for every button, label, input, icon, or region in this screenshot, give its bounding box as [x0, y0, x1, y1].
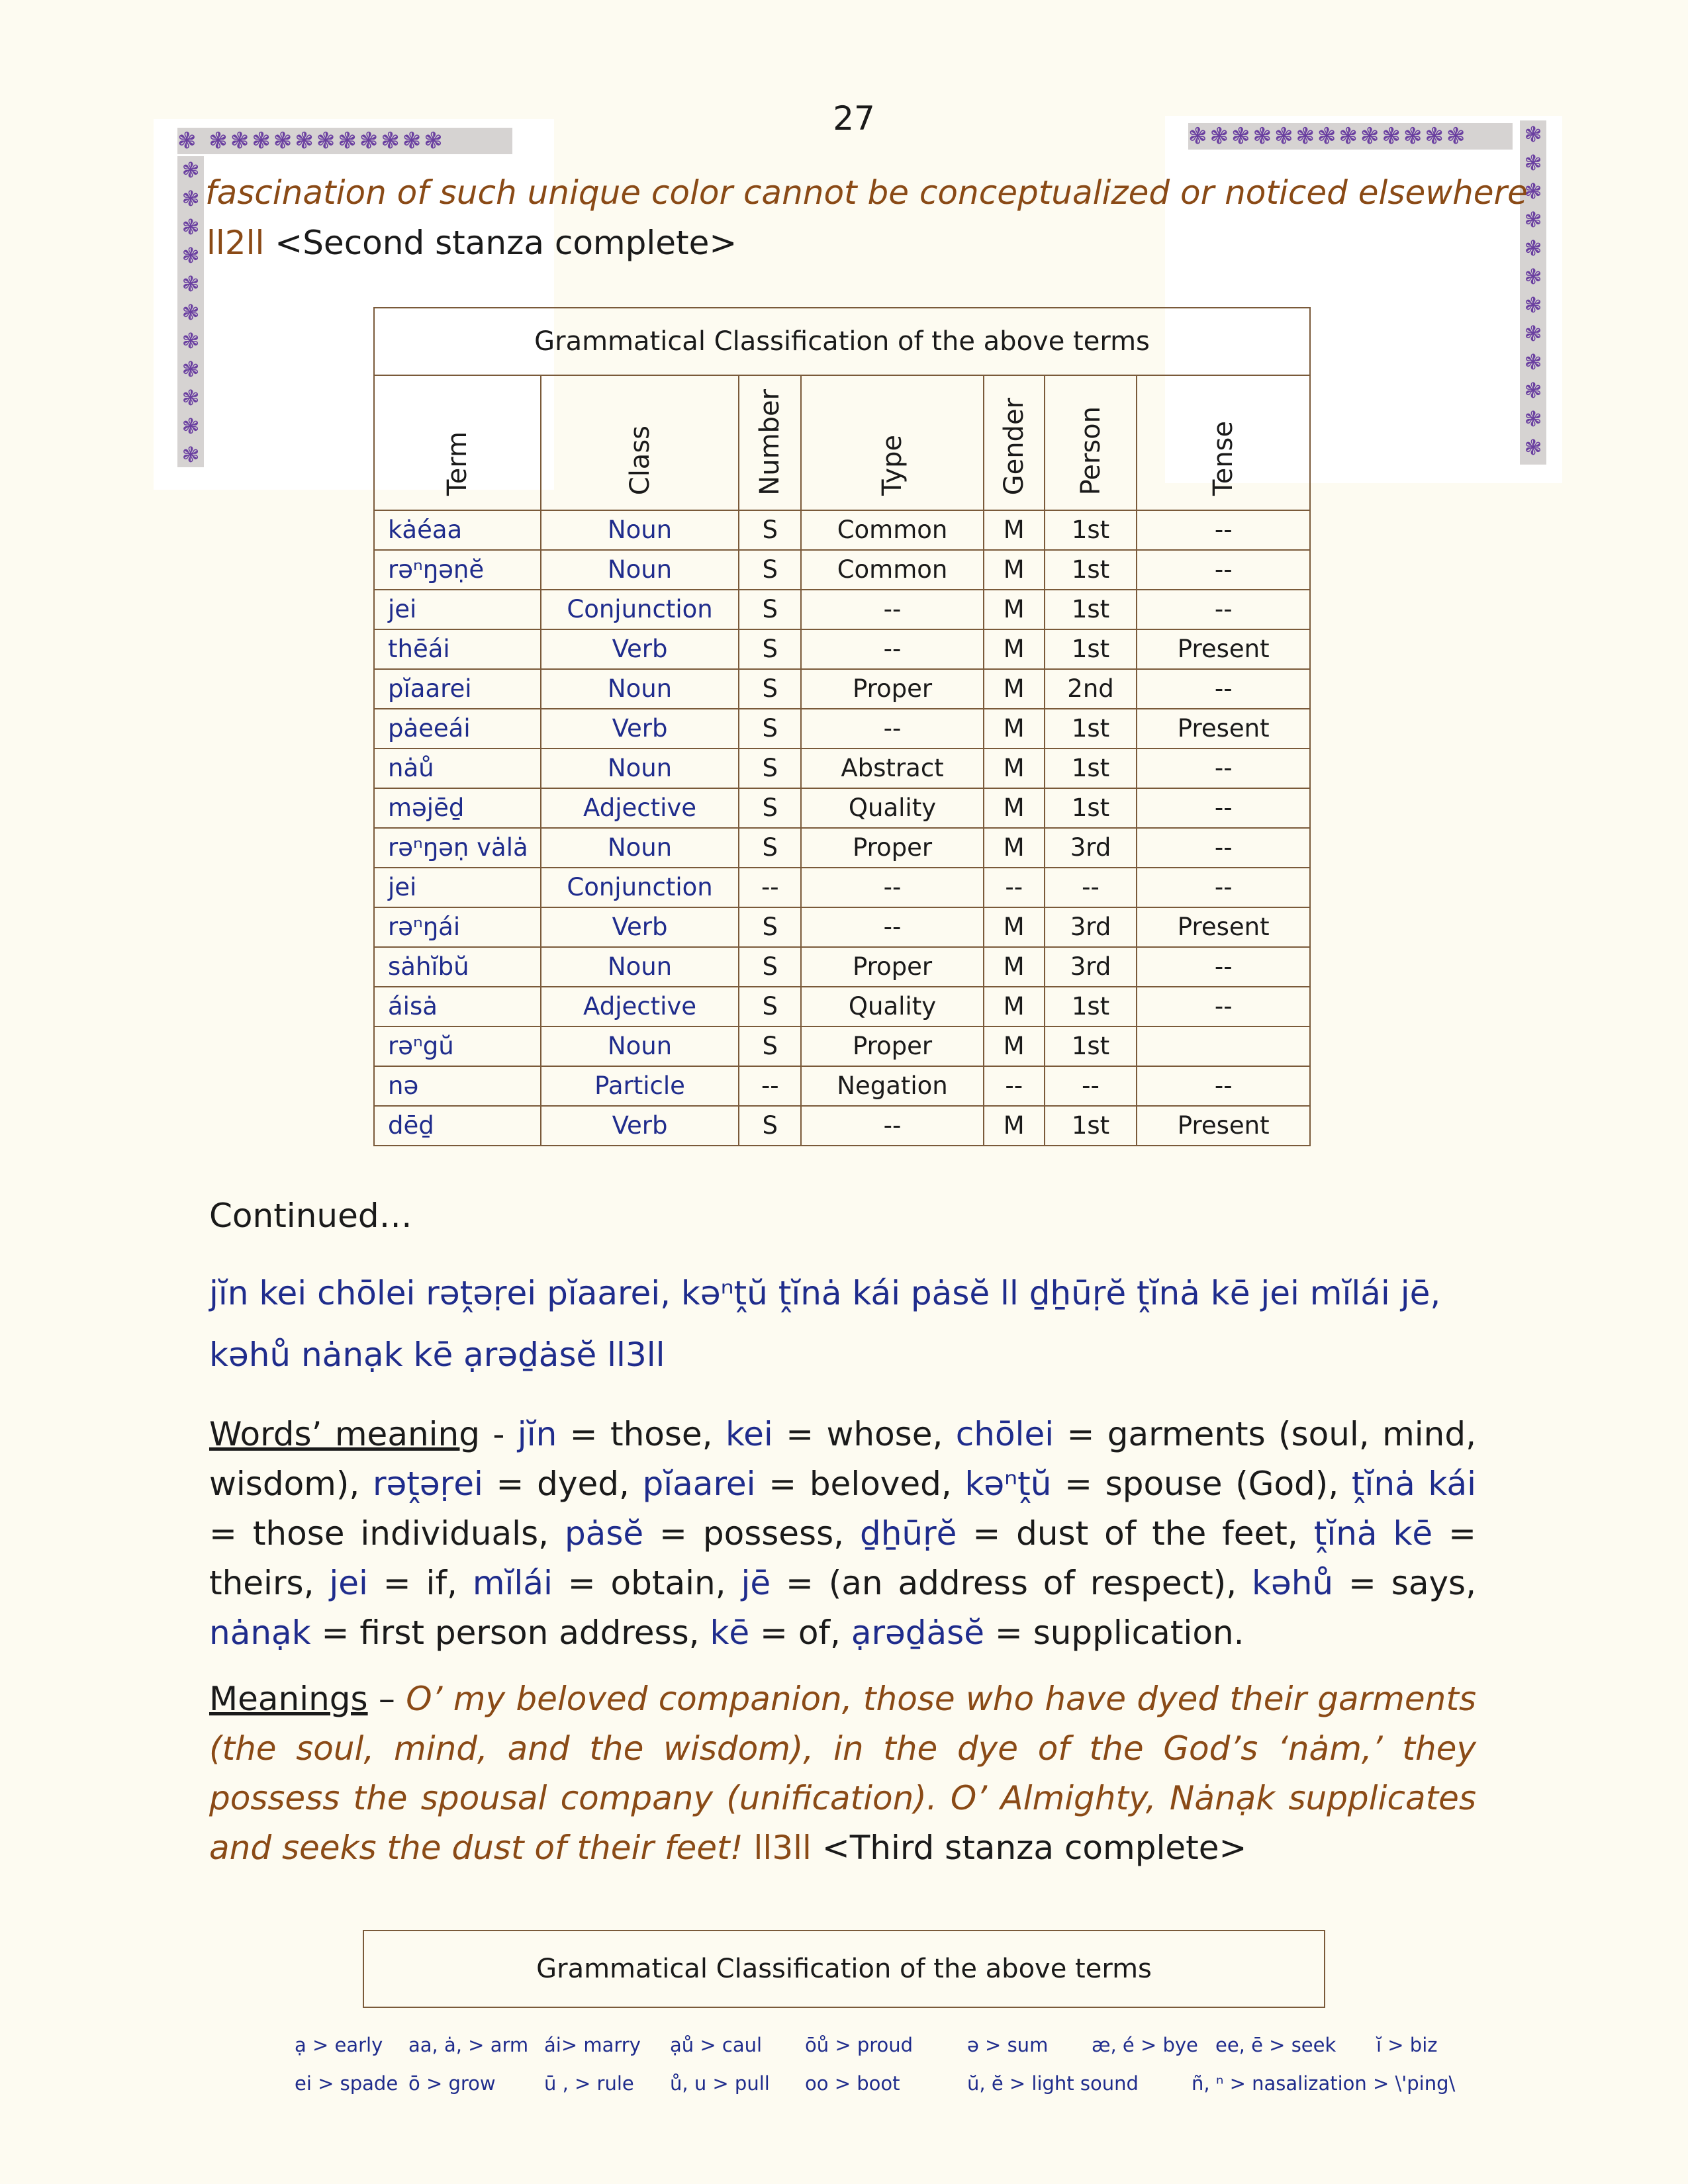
table-row	[374, 590, 1310, 629]
stanza-note: <Second stanza complete>	[275, 224, 737, 262]
table-cell: jei	[374, 590, 541, 629]
table-cell: Quality	[801, 987, 984, 1026]
header-gender: Gender	[984, 375, 1045, 510]
table-cell: --	[801, 709, 984, 749]
table-cell: Noun	[541, 1026, 739, 1066]
meanings-paragraph	[209, 1674, 1476, 1873]
table-cell: 1st	[1045, 590, 1137, 629]
pronunciation-key-item: ạů > caul	[670, 2034, 763, 2056]
table-cell: rəⁿŋəṇ vȧlȧ	[374, 828, 541, 868]
gloss-term: jĭn	[517, 1415, 557, 1453]
gloss-definition: if	[426, 1564, 447, 1602]
table-cell: Noun	[541, 669, 739, 709]
flower-row-left: ❃ ❃❃❃❃❃❃❃❃❃❃❃	[177, 128, 445, 154]
verse-line-1: jĭn kei chōlei rəṱəṛei pĭaarei, kəⁿṱŭ ṱĭnȧ kái pȧsĕ ll ḏẖūṛĕ ṱĭnȧ kē jei mĭlái jē,	[209, 1274, 1441, 1312]
table-cell: 1st	[1045, 510, 1137, 550]
table-cell: S	[739, 510, 801, 550]
gloss-term: ṱĭnȧ kē	[1313, 1514, 1433, 1553]
table-row	[374, 828, 1310, 868]
gloss-term: pȧsĕ	[564, 1514, 644, 1553]
table-cell: 1st	[1045, 788, 1137, 828]
gloss-term: rəṱəṛei	[372, 1465, 483, 1503]
table-cell: Proper	[801, 828, 984, 868]
table-row	[374, 510, 1310, 550]
gloss-term: pĭaarei	[642, 1465, 756, 1503]
table-cell: Noun	[541, 749, 739, 788]
table-cell: pĭaarei	[374, 669, 541, 709]
table-cell: --	[1045, 1066, 1137, 1106]
table-cell: --	[1137, 749, 1310, 788]
gloss-term: ạrəḏȧsĕ	[851, 1614, 984, 1652]
header-tense: Tense	[1137, 375, 1310, 510]
grammar-table-caption: Grammatical Classification of the above terms	[374, 308, 1310, 375]
table-cell: 1st	[1045, 1106, 1137, 1146]
gloss-definition: possess	[702, 1514, 834, 1553]
table-cell: M	[984, 1026, 1045, 1066]
pronunciation-key-item: ạ > early	[295, 2034, 383, 2056]
table-row	[374, 907, 1310, 947]
pronunciation-key-item: ee, ē > seek	[1215, 2034, 1336, 2056]
meanings-stanza-note: <Third stanza complete>	[821, 1829, 1247, 1867]
table-cell: 3rd	[1045, 947, 1137, 987]
verse-line-2	[209, 1336, 1480, 1374]
pronunciation-key-item: ñ, ⁿ > nasalization > \'ping\	[1192, 2072, 1456, 2095]
gloss-term: ḏẖūṛĕ	[859, 1514, 957, 1553]
header-class: Class	[541, 375, 739, 510]
table-cell: S	[739, 1026, 801, 1066]
right-floral-border-top	[1188, 123, 1513, 150]
gloss-definition: those individuals	[252, 1514, 539, 1553]
flower-row-right: ❃❃❃❃❃❃❃❃❃❃❃❃❃	[1188, 123, 1468, 150]
table-cell: S	[739, 828, 801, 868]
table-cell: S	[739, 629, 801, 669]
gloss-definition: (an address of respect)	[828, 1564, 1227, 1602]
table-cell: 2nd	[1045, 669, 1137, 709]
pronunciation-key-item: ái> marry	[544, 2034, 641, 2056]
gloss-term: kē	[710, 1614, 750, 1652]
table-cell: rəⁿŋái	[374, 907, 541, 947]
table-cell: M	[984, 987, 1045, 1026]
table-cell: --	[739, 868, 801, 907]
gloss-definition: spouse (God)	[1105, 1465, 1329, 1503]
verse-stanza-marker: ll3ll	[607, 1336, 665, 1374]
header-number: Number	[739, 375, 801, 510]
table-cell: M	[984, 669, 1045, 709]
meanings-stanza-marker: ll3ll	[753, 1829, 812, 1867]
table-cell: S	[739, 669, 801, 709]
verse-line-2-text: kəhů nȧnạk kē ạrəḏȧsĕ	[209, 1336, 608, 1374]
table-cell: M	[984, 947, 1045, 987]
grammar-table-body	[374, 510, 1310, 1146]
pronunciation-key-item: oo > boot	[805, 2072, 900, 2095]
gloss-definition: those	[610, 1415, 702, 1453]
table-cell: 1st	[1045, 1026, 1137, 1066]
table-cell: thēái	[374, 629, 541, 669]
grammar-table-2-caption: Grammatical Classification of the above terms	[363, 1930, 1325, 2008]
table-cell: S	[739, 1106, 801, 1146]
table-cell: Particle	[541, 1066, 739, 1106]
table-cell: Verb	[541, 709, 739, 749]
table-cell: M	[984, 629, 1045, 669]
table-cell: Adjective	[541, 987, 739, 1026]
stanza-marker: ll2ll	[207, 224, 265, 262]
table-row	[374, 1026, 1310, 1066]
table-cell: S	[739, 788, 801, 828]
gloss-term: nȧnạk	[209, 1614, 311, 1652]
table-cell: pȧeeái	[374, 709, 541, 749]
table-cell: --	[1137, 788, 1310, 828]
pronunciation-key-item: ō > grow	[408, 2072, 496, 2095]
pronunciation-key-item: ei > spade	[295, 2072, 399, 2095]
words-meaning-pairs: jĭn = those, kei = whose, chōlei = garments (soul, mind, wisdom), rəṱəṛei = dyed, pĭaarei = beloved, kəⁿṱŭ = spouse (God), ṱĭnȧ kái = those individuals, pȧsĕ = possess, ḏẖūṛĕ = dust of the feet, ṱĭnȧ kē = theirs, jei = if, mĭlái = obtain, jē = (an address of respect), kəhů = says, nȧnạk = first person address, kē = of, ạrəḏȧsĕ = supplication	[209, 1415, 1477, 1652]
gloss-term: ṱĭnȧ kái	[1351, 1465, 1476, 1503]
table-cell	[1137, 1026, 1310, 1066]
header-person: Person	[1045, 375, 1137, 510]
left-floral-border-side: ❃ ❃ ❃ ❃ ❃ ❃ ❃ ❃ ❃ ❃ ❃	[177, 156, 204, 467]
table-cell: Present	[1137, 907, 1310, 947]
table-cell: --	[1137, 828, 1310, 868]
table-cell: rəⁿŋəṇĕ	[374, 550, 541, 590]
pronunciation-key-item: ŭ, ĕ > light sound	[967, 2072, 1139, 2095]
table-cell: --	[1137, 550, 1310, 590]
table-cell: 1st	[1045, 629, 1137, 669]
table-cell: nȧů	[374, 749, 541, 788]
table-cell: Noun	[541, 550, 739, 590]
table-cell: M	[984, 550, 1045, 590]
header-type: Type	[801, 375, 984, 510]
page-number: 27	[833, 99, 875, 138]
table-cell: Proper	[801, 947, 984, 987]
table-cell: S	[739, 590, 801, 629]
gloss-definition: beloved	[809, 1465, 941, 1503]
pronunciation-key-item: ĭ > biz	[1376, 2034, 1438, 2056]
pronunciation-key-item: æ, é > bye	[1092, 2034, 1198, 2056]
gloss-definition: theirs	[209, 1564, 304, 1602]
continued-label: Continued…	[209, 1197, 412, 1235]
gloss-definition: supplication	[1033, 1614, 1234, 1652]
table-cell: Common	[801, 550, 984, 590]
gloss-term: chōlei	[955, 1415, 1055, 1453]
table-cell: --	[801, 1106, 984, 1146]
table-cell: Adjective	[541, 788, 739, 828]
table-cell: --	[984, 1066, 1045, 1106]
table-cell: --	[1137, 1066, 1310, 1106]
table-cell: M	[984, 907, 1045, 947]
continuation-line: fascination of such unique color cannot be conceptualized or noticed elsewhere	[205, 173, 1528, 212]
header-term: Term	[374, 375, 541, 510]
table-cell: Present	[1137, 629, 1310, 669]
gloss-definition: first person address	[359, 1614, 689, 1652]
grammar-table-header	[374, 375, 1310, 510]
table-cell: --	[1137, 987, 1310, 1026]
table-cell: --	[1137, 947, 1310, 987]
table-cell: Proper	[801, 1026, 984, 1066]
table-cell: Common	[801, 510, 984, 550]
pronunciation-key-item: ə > sum	[967, 2034, 1049, 2056]
table-cell: 3rd	[1045, 828, 1137, 868]
table-cell: S	[739, 947, 801, 987]
table-cell: --	[1045, 868, 1137, 907]
table-cell: Noun	[541, 828, 739, 868]
grammar-table	[373, 307, 1311, 1146]
gloss-definition: dust of the feet	[1016, 1514, 1288, 1553]
table-cell: Verb	[541, 907, 739, 947]
table-cell: M	[984, 1106, 1045, 1146]
table-cell: Quality	[801, 788, 984, 828]
table-row	[374, 550, 1310, 590]
table-cell: --	[1137, 868, 1310, 907]
gloss-term: mĭlái	[472, 1564, 553, 1602]
table-row	[374, 629, 1310, 669]
table-cell: M	[984, 510, 1045, 550]
table-cell: S	[739, 907, 801, 947]
table-cell: --	[801, 868, 984, 907]
table-row	[374, 1106, 1310, 1146]
table-cell: --	[801, 629, 984, 669]
gloss-definition: whose	[826, 1415, 933, 1453]
table-cell: sȧhĭbŭ	[374, 947, 541, 987]
table-cell: --	[801, 590, 984, 629]
pronunciation-key-item: ū , > rule	[544, 2072, 634, 2095]
table-cell: S	[739, 550, 801, 590]
table-cell: məjēḏ	[374, 788, 541, 828]
table-cell: --	[984, 868, 1045, 907]
gloss-term: jei	[329, 1564, 368, 1602]
table-cell: rəⁿgŭ	[374, 1026, 541, 1066]
table-cell: 1st	[1045, 987, 1137, 1026]
table-cell: --	[801, 907, 984, 947]
table-cell: Noun	[541, 947, 739, 987]
table-cell: Conjunction	[541, 868, 739, 907]
table-row	[374, 947, 1310, 987]
table-cell: 1st	[1045, 749, 1137, 788]
gloss-definition: obtain	[610, 1564, 716, 1602]
gloss-term: kəⁿṱŭ	[964, 1465, 1052, 1503]
gloss-term: kei	[725, 1415, 773, 1453]
table-cell: 1st	[1045, 709, 1137, 749]
table-cell: Conjunction	[541, 590, 739, 629]
table-row	[374, 669, 1310, 709]
meanings-text: O’ my beloved companion, those who have dyed their garments (the soul, mind, and the wisdom), in the dye of the God’s ‘nȧm,’ they possess the spousal company (unification). O’ Almighty, Nȧnạk supplicates and seeks the dust of their feet!	[209, 1680, 1476, 1867]
table-cell: Present	[1137, 709, 1310, 749]
table-cell: S	[739, 709, 801, 749]
pronunciation-key-item: ů, u > pull	[670, 2072, 770, 2095]
table-row	[374, 788, 1310, 828]
gloss-definition: garments (soul, mind, wisdom)	[209, 1415, 1476, 1503]
left-floral-border-top	[177, 128, 512, 154]
table-row	[374, 749, 1310, 788]
table-row	[374, 987, 1310, 1026]
table-row	[374, 709, 1310, 749]
meanings-dash: –	[367, 1680, 406, 1718]
table-row	[374, 868, 1310, 907]
table-cell: S	[739, 749, 801, 788]
table-cell: M	[984, 709, 1045, 749]
table-cell: --	[1137, 590, 1310, 629]
stanza-complete-line	[207, 224, 737, 262]
table-cell: kȧéaa	[374, 510, 541, 550]
table-cell: Present	[1137, 1106, 1310, 1146]
table-cell: nə	[374, 1066, 541, 1106]
right-floral-border-side: ❃ ❃ ❃ ❃ ❃ ❃ ❃ ❃ ❃ ❃ ❃ ❃	[1520, 120, 1546, 465]
table-cell: S	[739, 987, 801, 1026]
meanings-label: Meanings	[209, 1680, 368, 1718]
pronunciation-key-item: aa, ȧ, > arm	[408, 2034, 529, 2056]
table-cell: Negation	[801, 1066, 984, 1106]
table-cell: Verb	[541, 1106, 739, 1146]
gloss-definition: dyed	[537, 1465, 619, 1503]
table-cell: M	[984, 749, 1045, 788]
table-cell: 3rd	[1045, 907, 1137, 947]
gloss-term: jē	[741, 1564, 771, 1602]
table-cell: --	[739, 1066, 801, 1106]
table-cell: M	[984, 590, 1045, 629]
table-cell: M	[984, 828, 1045, 868]
table-cell: 1st	[1045, 550, 1137, 590]
table-cell: jei	[374, 868, 541, 907]
words-meaning-paragraph: Words’ meaning - jĭn = those, kei = whose, chōlei = garments (soul, mind, wisdom), rəṱəṛei = dyed, pĭaarei = beloved, kəⁿṱŭ = spouse (God), ṱĭnȧ kái = those individuals, pȧsĕ = possess, ḏẖūṛĕ = dust of the feet, ṱĭnȧ kē = theirs, jei = if, mĭlái = obtain, jē = (an address of respect), kəhů = says, nȧnạk = first person address, kē = of, ạrəḏȧsĕ = supplication.	[209, 1415, 1477, 1652]
table-cell: dēḏ	[374, 1106, 541, 1146]
table-cell: Verb	[541, 629, 739, 669]
table-cell: Proper	[801, 669, 984, 709]
table-cell: --	[1137, 669, 1310, 709]
table-cell: Abstract	[801, 749, 984, 788]
gloss-definition: says	[1391, 1564, 1466, 1602]
pronunciation-key-item: ōů > proud	[805, 2034, 914, 2056]
table-cell: Noun	[541, 510, 739, 550]
gloss-term: kəhů	[1252, 1564, 1334, 1602]
table-row	[374, 1066, 1310, 1106]
table-cell: M	[984, 788, 1045, 828]
words-meaning-label: Words’ meaning	[209, 1415, 480, 1453]
table-cell: áisȧ	[374, 987, 541, 1026]
gloss-definition: of	[798, 1614, 831, 1652]
table-cell: --	[1137, 510, 1310, 550]
